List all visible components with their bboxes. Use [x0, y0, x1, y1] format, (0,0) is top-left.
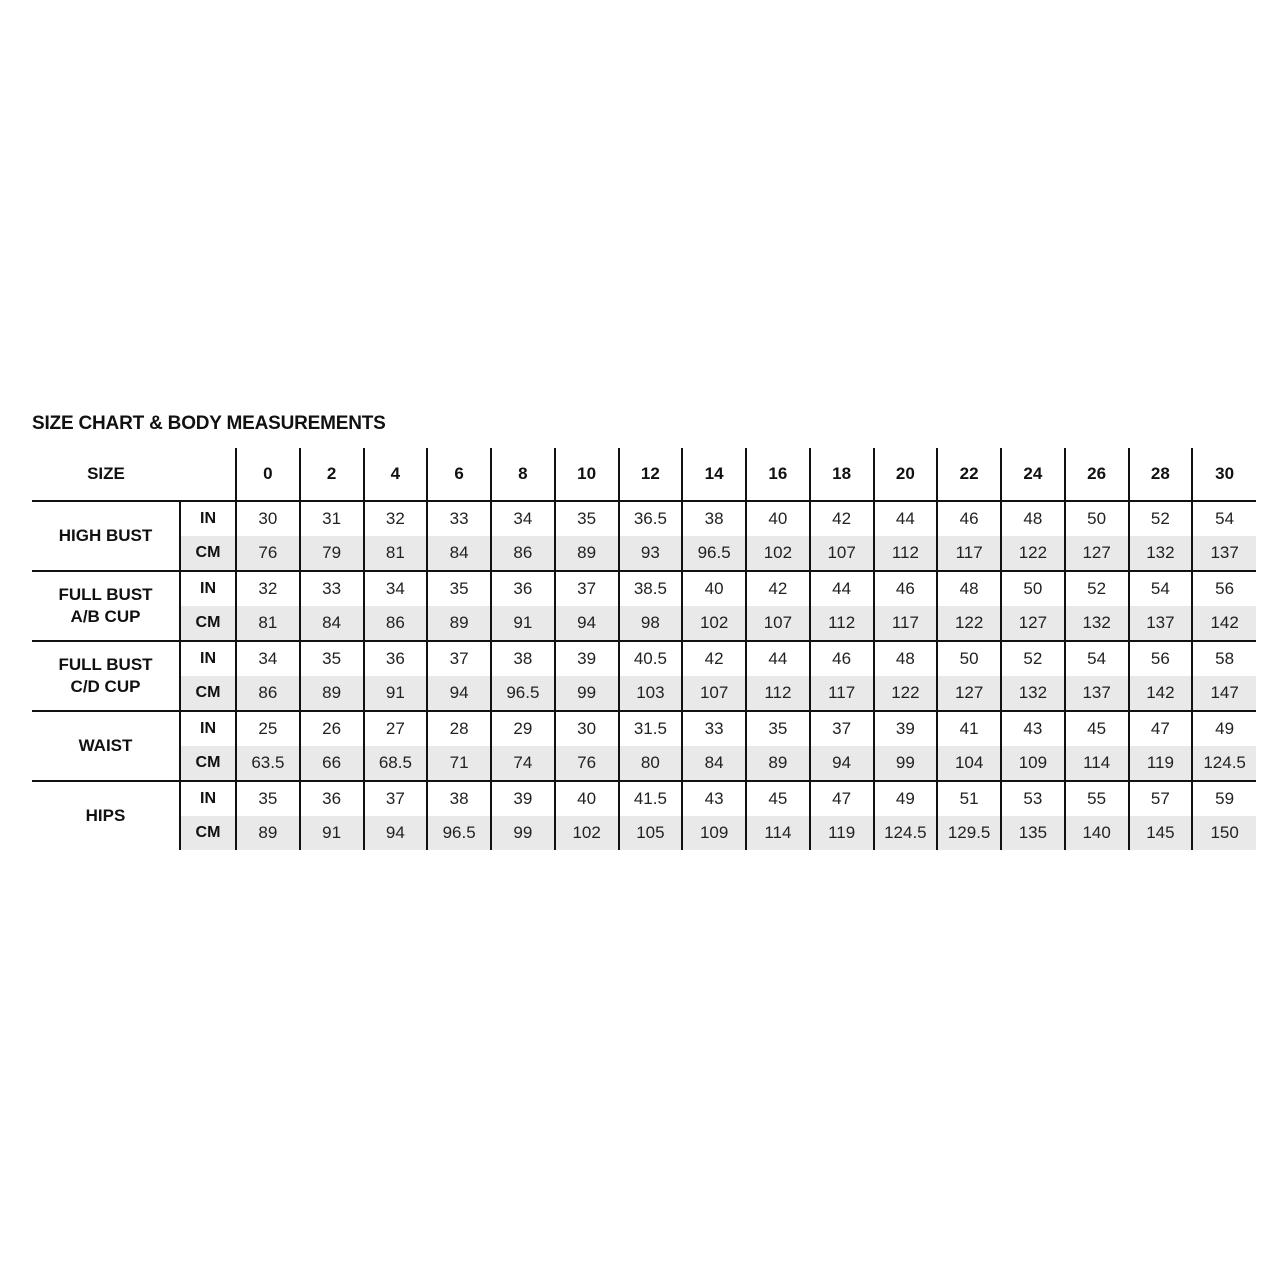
- unit-label-in: IN: [180, 571, 236, 606]
- measurement-value: 84: [427, 536, 491, 571]
- measurement-value: 37: [364, 781, 428, 816]
- measurement-value: 109: [682, 816, 746, 850]
- measurement-value: 52: [1065, 571, 1129, 606]
- measurement-value: 56: [1129, 641, 1193, 676]
- measurement-value: 102: [555, 816, 619, 850]
- measurement-value: 122: [1001, 536, 1065, 571]
- measurement-row-in: [32, 711, 1256, 746]
- measurement-value: 39: [491, 781, 555, 816]
- measurement-value: 40.5: [619, 641, 683, 676]
- size-header-cell: 0: [236, 448, 300, 501]
- measurement-value: 109: [1001, 746, 1065, 781]
- measurement-label-line: WAIST: [78, 736, 133, 755]
- measurement-value: 35: [236, 781, 300, 816]
- measurement-value: 91: [300, 816, 364, 850]
- measurement-value: 99: [491, 816, 555, 850]
- measurement-value: 124.5: [874, 816, 938, 850]
- measurement-value: 112: [746, 676, 810, 711]
- measurement-value: 107: [810, 536, 874, 571]
- measurement-label: [32, 501, 180, 571]
- measurement-value: 40: [555, 781, 619, 816]
- measurement-value: 39: [874, 711, 938, 746]
- measurement-value: 50: [1001, 571, 1065, 606]
- measurement-value: 46: [874, 571, 938, 606]
- measurement-value: 105: [619, 816, 683, 850]
- measurement-value: 102: [682, 606, 746, 641]
- measurement-value: 147: [1192, 676, 1256, 711]
- unit-label-cm: CM: [180, 746, 236, 781]
- measurement-value: 114: [1065, 746, 1129, 781]
- measurement-value: 71: [427, 746, 491, 781]
- measurement-value: 81: [364, 536, 428, 571]
- measurement-value: 91: [364, 676, 428, 711]
- measurement-value: 38.5: [619, 571, 683, 606]
- measurement-value: 84: [300, 606, 364, 641]
- measurement-value: 36: [364, 641, 428, 676]
- size-chart-table: [32, 448, 1256, 850]
- measurement-value: 50: [937, 641, 1001, 676]
- measurement-value: 48: [937, 571, 1001, 606]
- size-header-cell: 6: [427, 448, 491, 501]
- measurement-value: 43: [682, 781, 746, 816]
- measurement-value: 122: [874, 676, 938, 711]
- measurement-value: 45: [1065, 711, 1129, 746]
- measurement-value: 142: [1129, 676, 1193, 711]
- measurement-row-cm: [32, 536, 1256, 571]
- measurement-label: [32, 571, 180, 641]
- measurement-value: 112: [810, 606, 874, 641]
- measurement-value: 86: [364, 606, 428, 641]
- measurement-value: 37: [555, 571, 619, 606]
- measurement-value: 31: [300, 501, 364, 536]
- measurement-label: [32, 641, 180, 711]
- measurement-value: 35: [555, 501, 619, 536]
- measurement-value: 44: [746, 641, 810, 676]
- measurement-value: 137: [1065, 676, 1129, 711]
- measurement-value: 74: [491, 746, 555, 781]
- unit-label-in: IN: [180, 641, 236, 676]
- size-header-cell: 24: [1001, 448, 1065, 501]
- measurement-value: 44: [874, 501, 938, 536]
- measurement-value: 34: [491, 501, 555, 536]
- measurement-value: 63.5: [236, 746, 300, 781]
- measurement-value: 94: [364, 816, 428, 850]
- measurement-value: 127: [1065, 536, 1129, 571]
- measurement-value: 66: [300, 746, 364, 781]
- measurement-value: 135: [1001, 816, 1065, 850]
- measurement-value: 42: [682, 641, 746, 676]
- measurement-value: 26: [300, 711, 364, 746]
- measurement-value: 132: [1129, 536, 1193, 571]
- measurement-label-line: HIGH BUST: [58, 526, 153, 545]
- measurement-value: 31.5: [619, 711, 683, 746]
- measurement-value: 28: [427, 711, 491, 746]
- size-header-cell: 30: [1192, 448, 1256, 501]
- measurement-value: 39: [555, 641, 619, 676]
- measurement-value: 91: [491, 606, 555, 641]
- measurement-value: 117: [874, 606, 938, 641]
- measurement-value: 30: [236, 501, 300, 536]
- measurement-value: 43: [1001, 711, 1065, 746]
- measurement-value: 107: [682, 676, 746, 711]
- measurement-value: 140: [1065, 816, 1129, 850]
- measurement-value: 132: [1065, 606, 1129, 641]
- measurement-value: 99: [555, 676, 619, 711]
- measurement-value: 50: [1065, 501, 1129, 536]
- measurement-value: 40: [682, 571, 746, 606]
- unit-label-in: IN: [180, 501, 236, 536]
- measurement-value: 54: [1129, 571, 1193, 606]
- measurement-value: 89: [300, 676, 364, 711]
- measurement-value: 98: [619, 606, 683, 641]
- size-header-cell: 2: [300, 448, 364, 501]
- measurement-value: 89: [746, 746, 810, 781]
- measurement-value: 40: [746, 501, 810, 536]
- measurement-value: 42: [810, 501, 874, 536]
- measurement-value: 52: [1129, 501, 1193, 536]
- size-header-cell: 12: [619, 448, 683, 501]
- measurement-value: 33: [682, 711, 746, 746]
- measurement-value: 86: [236, 676, 300, 711]
- measurement-value: 80: [619, 746, 683, 781]
- unit-label-in: IN: [180, 781, 236, 816]
- measurement-label-line: FULL BUST: [58, 655, 153, 674]
- unit-label-in: IN: [180, 711, 236, 746]
- measurement-value: 107: [746, 606, 810, 641]
- measurement-value: 103: [619, 676, 683, 711]
- measurement-value: 42: [746, 571, 810, 606]
- measurement-row-in: [32, 501, 1256, 536]
- measurement-value: 56: [1192, 571, 1256, 606]
- measurement-value: 32: [364, 501, 428, 536]
- measurement-value: 137: [1129, 606, 1193, 641]
- measurement-value: 35: [746, 711, 810, 746]
- measurement-value: 122: [937, 606, 1001, 641]
- measurement-value: 76: [555, 746, 619, 781]
- measurement-value: 36: [300, 781, 364, 816]
- measurement-value: 32: [236, 571, 300, 606]
- measurement-rows: [32, 501, 1256, 850]
- measurement-value: 94: [810, 746, 874, 781]
- measurement-value: 86: [491, 536, 555, 571]
- measurement-value: 38: [491, 641, 555, 676]
- measurement-value: 38: [427, 781, 491, 816]
- measurement-value: 94: [427, 676, 491, 711]
- unit-label-cm: CM: [180, 606, 236, 641]
- measurement-value: 47: [1129, 711, 1193, 746]
- measurement-value: 96.5: [427, 816, 491, 850]
- measurement-value: 150: [1192, 816, 1256, 850]
- measurement-value: 33: [427, 501, 491, 536]
- measurement-value: 102: [746, 536, 810, 571]
- measurement-value: 29: [491, 711, 555, 746]
- measurement-value: 124.5: [1192, 746, 1256, 781]
- size-header-cell: 14: [682, 448, 746, 501]
- unit-label-cm: CM: [180, 816, 236, 850]
- measurement-value: 48: [1001, 501, 1065, 536]
- measurement-value: 127: [937, 676, 1001, 711]
- measurement-value: 53: [1001, 781, 1065, 816]
- measurement-row-cm: [32, 746, 1256, 781]
- measurement-value: 104: [937, 746, 1001, 781]
- measurement-value: 89: [427, 606, 491, 641]
- measurement-value: 37: [810, 711, 874, 746]
- measurement-value: 35: [427, 571, 491, 606]
- measurement-value: 137: [1192, 536, 1256, 571]
- size-header-row: [32, 448, 1256, 501]
- measurement-value: 48: [874, 641, 938, 676]
- size-header-cell: 18: [810, 448, 874, 501]
- measurement-value: 99: [874, 746, 938, 781]
- measurement-value: 54: [1065, 641, 1129, 676]
- size-header-cell: 4: [364, 448, 428, 501]
- measurement-value: 117: [937, 536, 1001, 571]
- measurement-value: 114: [746, 816, 810, 850]
- measurement-value: 41: [937, 711, 1001, 746]
- measurement-value: 84: [682, 746, 746, 781]
- measurement-value: 41.5: [619, 781, 683, 816]
- measurement-value: 36.5: [619, 501, 683, 536]
- measurement-value: 76: [236, 536, 300, 571]
- unit-label-cm: CM: [180, 676, 236, 711]
- measurement-label-line: HIPS: [85, 806, 126, 825]
- measurement-value: 132: [1001, 676, 1065, 711]
- measurement-value: 34: [364, 571, 428, 606]
- measurement-value: 129.5: [937, 816, 1001, 850]
- unit-label-cm: CM: [180, 536, 236, 571]
- measurement-value: 27: [364, 711, 428, 746]
- measurement-value: 89: [555, 536, 619, 571]
- measurement-value: 49: [1192, 711, 1256, 746]
- measurement-value: 46: [810, 641, 874, 676]
- measurement-value: 57: [1129, 781, 1193, 816]
- measurement-value: 33: [300, 571, 364, 606]
- measurement-label: [32, 781, 180, 850]
- size-header-cell: 16: [746, 448, 810, 501]
- measurement-value: 145: [1129, 816, 1193, 850]
- measurement-value: 30: [555, 711, 619, 746]
- measurement-value: 44: [810, 571, 874, 606]
- size-header-cell: 8: [491, 448, 555, 501]
- page-title: SIZE CHART & BODY MEASUREMENTS: [32, 413, 386, 434]
- measurement-row-cm: [32, 816, 1256, 850]
- size-header-cell: 26: [1065, 448, 1129, 501]
- measurement-value: 36: [491, 571, 555, 606]
- measurement-value: 37: [427, 641, 491, 676]
- measurement-value: 51: [937, 781, 1001, 816]
- measurement-value: 52: [1001, 641, 1065, 676]
- measurement-row-in: [32, 641, 1256, 676]
- measurement-value: 119: [810, 816, 874, 850]
- measurement-value: 93: [619, 536, 683, 571]
- measurement-value: 117: [810, 676, 874, 711]
- size-header-label: SIZE: [87, 464, 125, 483]
- measurement-value: 55: [1065, 781, 1129, 816]
- measurement-value: 81: [236, 606, 300, 641]
- measurement-value: 59: [1192, 781, 1256, 816]
- measurement-value: 142: [1192, 606, 1256, 641]
- size-header-cell: 20: [874, 448, 938, 501]
- size-header-cell: 10: [555, 448, 619, 501]
- measurement-value: 47: [810, 781, 874, 816]
- measurement-value: 49: [874, 781, 938, 816]
- measurement-value: 112: [874, 536, 938, 571]
- measurement-value: 58: [1192, 641, 1256, 676]
- measurement-label-line: FULL BUST: [58, 585, 153, 604]
- measurement-value: 94: [555, 606, 619, 641]
- measurement-row-cm: [32, 606, 1256, 641]
- measurement-value: 38: [682, 501, 746, 536]
- measurement-value: 127: [1001, 606, 1065, 641]
- measurement-label-line: A/B CUP: [70, 607, 141, 626]
- measurement-value: 46: [937, 501, 1001, 536]
- measurement-row-in: [32, 781, 1256, 816]
- measurement-label: [32, 711, 180, 781]
- measurement-value: 68.5: [364, 746, 428, 781]
- measurement-label-line: C/D CUP: [70, 677, 141, 696]
- measurement-row-in: [32, 571, 1256, 606]
- measurement-value: 89: [236, 816, 300, 850]
- measurement-value: 96.5: [682, 536, 746, 571]
- measurement-value: 25: [236, 711, 300, 746]
- measurement-value: 119: [1129, 746, 1193, 781]
- measurement-value: 79: [300, 536, 364, 571]
- size-header-cell: 22: [937, 448, 1001, 501]
- measurement-row-cm: [32, 676, 1256, 711]
- unit-header-blank: [180, 448, 236, 501]
- measurement-value: 45: [746, 781, 810, 816]
- size-header-cell: 28: [1129, 448, 1193, 501]
- measurement-value: 54: [1192, 501, 1256, 536]
- measurement-value: 34: [236, 641, 300, 676]
- measurement-value: 96.5: [491, 676, 555, 711]
- measurement-value: 35: [300, 641, 364, 676]
